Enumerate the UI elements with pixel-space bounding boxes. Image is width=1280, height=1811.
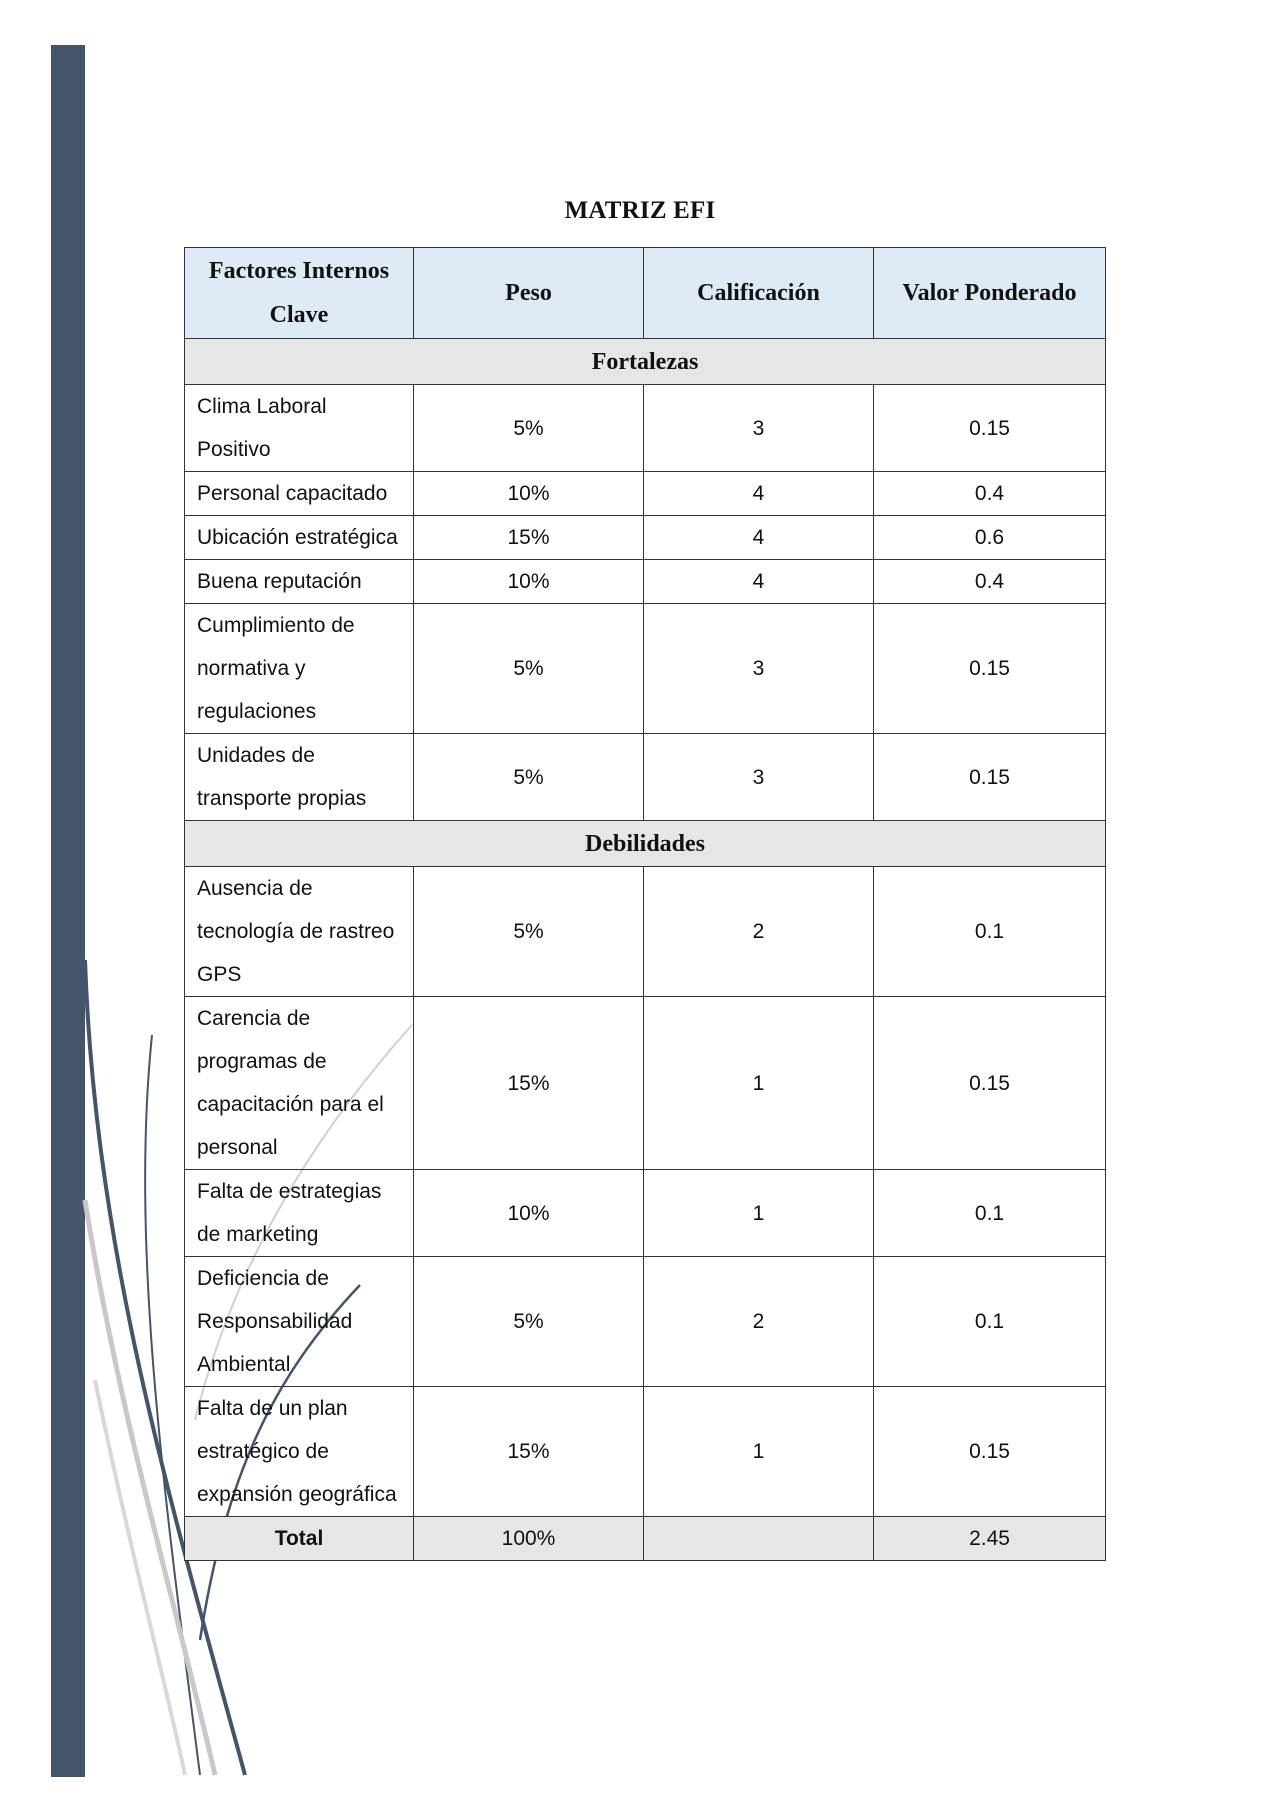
table-row	[185, 997, 1106, 1170]
table-row	[185, 1170, 1106, 1257]
factor-cell: Cumplimiento de normativa y regulaciones	[185, 604, 414, 734]
peso-cell: 10%	[414, 560, 644, 604]
peso-cell: 15%	[414, 516, 644, 560]
table-row	[185, 1257, 1106, 1387]
total-label: Total	[185, 1517, 414, 1561]
factor-cell: Unidades de transporte propias	[185, 734, 414, 821]
peso-cell: 10%	[414, 472, 644, 516]
header-row	[185, 248, 1106, 339]
factor-cell: Ausencia de tecnología de rastreo GPS	[185, 867, 414, 997]
valor-cell: 0.15	[874, 385, 1106, 472]
header-valor-ponderado: Valor Ponderado	[874, 248, 1106, 339]
efi-matrix-table	[184, 247, 1106, 1561]
table-row	[185, 472, 1106, 516]
calificacion-cell: 1	[644, 1387, 874, 1517]
peso-cell: 5%	[414, 734, 644, 821]
valor-cell: 0.15	[874, 997, 1106, 1170]
decorative-sidebar-bar	[51, 45, 85, 1777]
table-row	[185, 867, 1106, 997]
peso-cell: 15%	[414, 997, 644, 1170]
calificacion-cell: 1	[644, 1170, 874, 1257]
valor-cell: 0.4	[874, 472, 1106, 516]
factor-cell: Falta de un plan estratégico de expansión geográfica	[185, 1387, 414, 1517]
header-factores: Factores Internos Clave	[185, 248, 414, 339]
table-row	[185, 604, 1106, 734]
valor-cell: 0.15	[874, 734, 1106, 821]
valor-cell: 0.1	[874, 1170, 1106, 1257]
valor-cell: 0.1	[874, 867, 1106, 997]
page-title: MATRIZ EFI	[564, 197, 716, 224]
calificacion-cell: 4	[644, 560, 874, 604]
header-calificacion: Calificación	[644, 248, 874, 339]
total-row	[185, 1517, 1106, 1561]
table-row	[185, 560, 1106, 604]
table-row	[185, 1387, 1106, 1517]
calificacion-cell: 2	[644, 867, 874, 997]
table-row	[185, 734, 1106, 821]
factor-cell: Clima Laboral Positivo	[185, 385, 414, 472]
valor-cell: 0.15	[874, 1387, 1106, 1517]
calificacion-cell: 3	[644, 385, 874, 472]
peso-cell: 5%	[414, 1257, 644, 1387]
section-label: Fortalezas	[185, 339, 1106, 385]
calificacion-cell: 3	[644, 734, 874, 821]
factor-cell: Ubicación estratégica	[185, 516, 414, 560]
factor-cell: Falta de estrategias de marketing	[185, 1170, 414, 1257]
table-row	[185, 385, 1106, 472]
calificacion-cell: 1	[644, 997, 874, 1170]
peso-cell: 15%	[414, 1387, 644, 1517]
total-valor: 2.45	[874, 1517, 1106, 1561]
peso-cell: 10%	[414, 1170, 644, 1257]
header-peso: Peso	[414, 248, 644, 339]
section-row-debilidades	[185, 821, 1106, 867]
factor-cell: Carencia de programas de capacitación para el personal	[185, 997, 414, 1170]
factor-cell: Personal capacitado	[185, 472, 414, 516]
peso-cell: 5%	[414, 385, 644, 472]
section-label: Debilidades	[185, 821, 1106, 867]
factor-cell: Deficiencia de Responsabilidad Ambiental	[185, 1257, 414, 1387]
total-peso: 100%	[414, 1517, 644, 1561]
calificacion-cell: 4	[644, 472, 874, 516]
peso-cell: 5%	[414, 867, 644, 997]
valor-cell: 0.6	[874, 516, 1106, 560]
total-calificacion	[644, 1517, 874, 1561]
calificacion-cell: 2	[644, 1257, 874, 1387]
table-row	[185, 516, 1106, 560]
valor-cell: 0.4	[874, 560, 1106, 604]
valor-cell: 0.15	[874, 604, 1106, 734]
factor-cell: Buena reputación	[185, 560, 414, 604]
calificacion-cell: 3	[644, 604, 874, 734]
valor-cell: 0.1	[874, 1257, 1106, 1387]
curve-grey-2	[95, 1380, 185, 1775]
peso-cell: 5%	[414, 604, 644, 734]
section-row-fortalezas	[185, 339, 1106, 385]
calificacion-cell: 4	[644, 516, 874, 560]
